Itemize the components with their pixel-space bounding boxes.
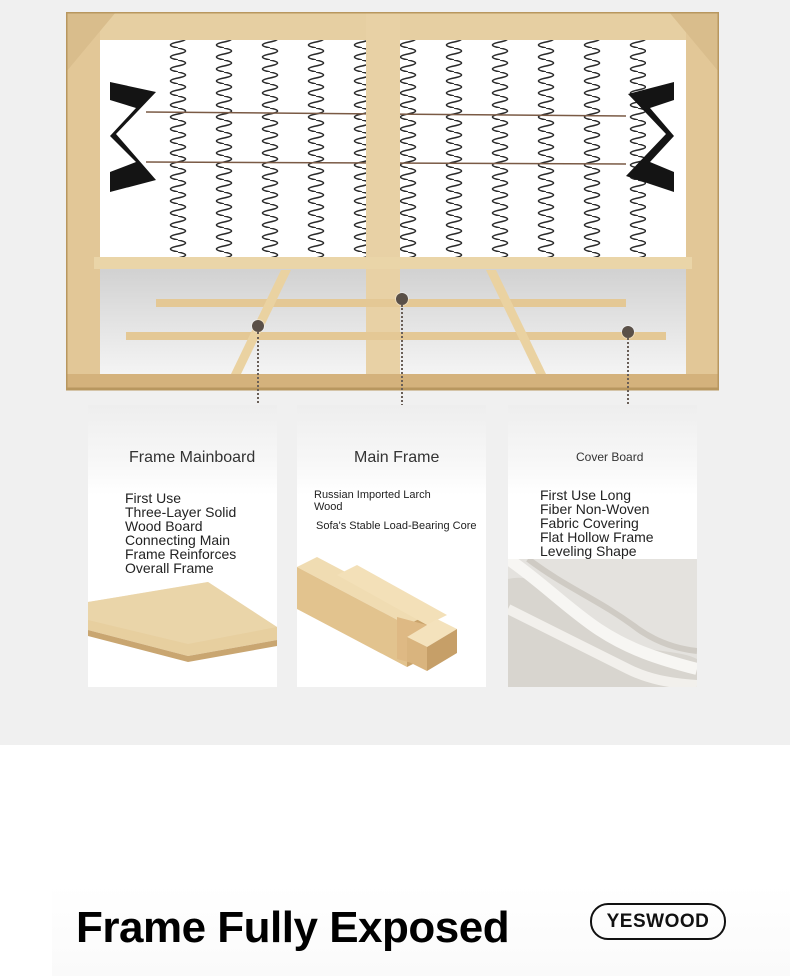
wood-beams-icon <box>297 557 486 687</box>
plywood-board-icon <box>88 582 277 687</box>
feature-description: First Use Long Fiber Non-Woven Fabric Covering Flat Hollow Frame Leveling Shape <box>540 487 654 559</box>
feature-card-cover-board <box>508 405 697 687</box>
sofa-frame-image <box>66 12 719 392</box>
callout-dot-main-frame <box>396 293 408 305</box>
callout-dot-mainboard <box>252 320 264 332</box>
page-headline: Frame Fully Exposed <box>76 903 510 952</box>
fabric-cloth-icon <box>508 559 697 687</box>
callout-dot-cover-board <box>622 326 634 338</box>
brand-logo: YESWOOD <box>590 903 726 940</box>
feature-description: Russian Imported Larch Wood <box>314 489 431 513</box>
feature-note: Sofa's Stable Load-Bearing Core <box>316 520 477 532</box>
feature-card-mainboard <box>88 405 277 687</box>
feature-title: Frame Mainboard <box>129 449 256 466</box>
feature-title: Main Frame <box>354 449 440 466</box>
feature-title: Cover Board <box>576 450 644 464</box>
feature-card-main-frame <box>297 405 486 687</box>
feature-description: First Use Three-Layer Solid Wood Board Connecting Main Frame Reinforces Overall Frame <box>125 490 237 576</box>
